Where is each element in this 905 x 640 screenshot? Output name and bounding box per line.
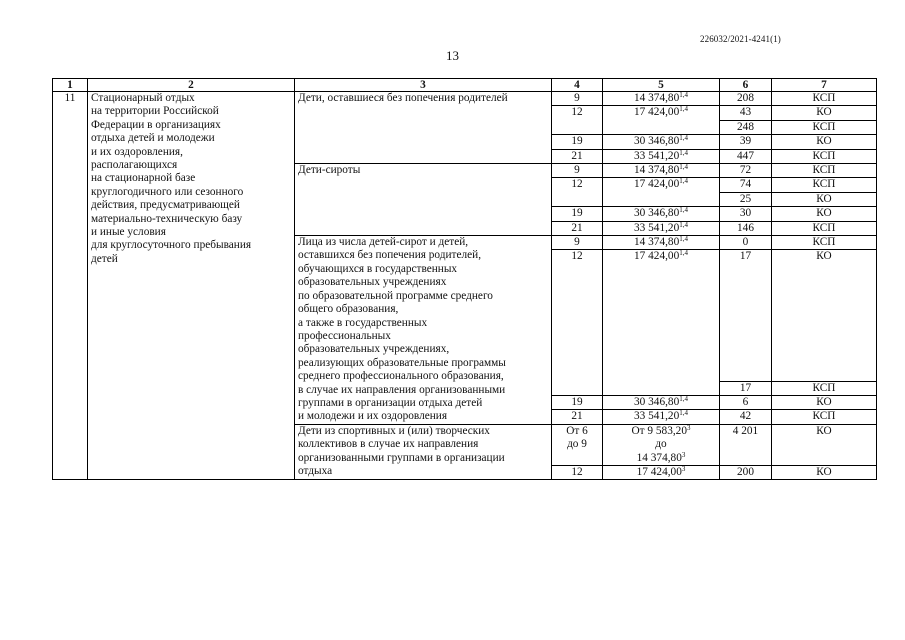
type-cell: КО bbox=[772, 135, 877, 149]
category-cell bbox=[295, 164, 552, 236]
age-value: 21 bbox=[571, 410, 583, 423]
header-cell: 2 bbox=[88, 79, 295, 92]
price-footnote: 3 bbox=[681, 450, 686, 459]
price-value: 33 541,20 bbox=[634, 410, 680, 423]
price-line bbox=[606, 425, 716, 438]
age-cell bbox=[552, 236, 603, 250]
type-cell: КСП bbox=[772, 92, 877, 106]
service-line: располагающихся bbox=[91, 159, 178, 172]
service-line: на территории Российской bbox=[91, 105, 219, 118]
type-cell: КСП bbox=[772, 164, 877, 178]
price-cell bbox=[603, 465, 720, 479]
category-line: группами в организации отдыха детей bbox=[298, 396, 483, 409]
service-line: материально-техническую базу bbox=[91, 212, 243, 225]
row-number: 11 bbox=[53, 92, 88, 480]
category-line: образовательных учреждениях bbox=[298, 276, 447, 289]
price-footnote: 3 bbox=[686, 423, 691, 432]
service-line: действия, предусматривающей bbox=[91, 199, 240, 212]
count-cell: 4 201 bbox=[720, 424, 772, 465]
age-value: 9 bbox=[574, 164, 580, 177]
age-cell bbox=[552, 395, 603, 409]
price-value: 17 424,00 bbox=[634, 250, 680, 263]
price-footnote: 1,4 bbox=[679, 409, 688, 418]
price-value: 17 424,00 bbox=[634, 106, 680, 119]
price-line bbox=[606, 438, 716, 451]
price-footnote: 1,4 bbox=[679, 163, 688, 172]
price-line bbox=[606, 452, 716, 465]
count-cell: 25 bbox=[720, 192, 772, 206]
category-line: образовательных учреждениях, bbox=[298, 343, 450, 356]
count-cell: 200 bbox=[720, 465, 772, 479]
age-cell bbox=[552, 207, 603, 221]
category-line: обучающихся в государственных bbox=[298, 262, 458, 275]
price-cell bbox=[603, 250, 720, 395]
count-cell: 146 bbox=[720, 221, 772, 235]
count-cell: 39 bbox=[720, 135, 772, 149]
type-cell: КО bbox=[772, 424, 877, 465]
price-footnote: 1,4 bbox=[679, 394, 688, 403]
category-line: Дети из спортивных и (или) творческих bbox=[298, 424, 490, 437]
count-cell: 30 bbox=[720, 207, 772, 221]
type-cell: КО bbox=[772, 250, 877, 381]
category-line: и молодежи и их оздоровления bbox=[298, 410, 448, 423]
category-line: общего образования, bbox=[298, 303, 399, 316]
age-value: 12 bbox=[571, 106, 583, 119]
service-line: и их оздоровления, bbox=[91, 145, 183, 158]
price-value: 33 541,20 bbox=[634, 221, 680, 234]
category-line: организованными группами в организации bbox=[298, 451, 505, 464]
category-line: Лица из числа детей-сирот и детей, bbox=[298, 236, 469, 249]
count-cell: 248 bbox=[720, 120, 772, 134]
type-cell: КО bbox=[772, 207, 877, 221]
type-cell: КСП bbox=[772, 178, 877, 192]
age-value: 21 bbox=[571, 149, 583, 162]
service-line: круглогодичного или сезонного bbox=[91, 185, 244, 198]
count-cell: 208 bbox=[720, 92, 772, 106]
type-cell: КО bbox=[772, 106, 877, 120]
price-value: 30 346,80 bbox=[634, 207, 680, 220]
category-line: Дети, оставшиеся без попечения родителей bbox=[298, 92, 508, 104]
category-cell bbox=[295, 424, 552, 480]
price-footnote: 1,4 bbox=[679, 235, 688, 244]
age-value: 12 bbox=[571, 250, 583, 263]
price-value: 17 424,00 bbox=[634, 178, 680, 191]
category-cell bbox=[295, 236, 552, 425]
category-line: а также в государственных bbox=[298, 316, 428, 329]
price-value: до bbox=[655, 438, 667, 451]
age-value: 19 bbox=[571, 207, 583, 220]
type-cell: КСП bbox=[772, 236, 877, 250]
age-cell bbox=[552, 92, 603, 106]
age-cell bbox=[552, 135, 603, 149]
price-footnote: 1,4 bbox=[679, 148, 688, 157]
price-cell bbox=[603, 106, 720, 135]
price-footnote: 3 bbox=[681, 464, 686, 473]
price-value: 17 424,00 bbox=[636, 465, 682, 478]
service-line: на стационарной базе bbox=[91, 172, 196, 185]
type-cell: КО bbox=[772, 192, 877, 206]
count-cell: 17 bbox=[720, 381, 772, 395]
table-row bbox=[53, 92, 877, 106]
count-cell: 17 bbox=[720, 250, 772, 381]
price-cell bbox=[603, 424, 720, 465]
count-cell: 72 bbox=[720, 164, 772, 178]
header-cell: 7 bbox=[772, 79, 877, 92]
price-cell bbox=[603, 207, 720, 221]
price-cell bbox=[603, 92, 720, 106]
category-line: среднего профессионального образования, bbox=[298, 370, 504, 383]
tariff-table bbox=[52, 78, 877, 480]
type-cell: КО bbox=[772, 395, 877, 409]
price-footnote: 1,4 bbox=[679, 134, 688, 143]
type-cell: КО bbox=[772, 465, 877, 479]
type-cell: КСП bbox=[772, 381, 877, 395]
header-row bbox=[53, 79, 877, 92]
price-value: От 9 583,20 bbox=[631, 424, 687, 437]
count-cell: 6 bbox=[720, 395, 772, 409]
category-line: коллективов в случае их направления bbox=[298, 438, 479, 451]
price-cell bbox=[603, 395, 720, 409]
price-cell bbox=[603, 149, 720, 163]
type-cell: КСП bbox=[772, 410, 877, 424]
header-cell: 6 bbox=[720, 79, 772, 92]
count-cell: 43 bbox=[720, 106, 772, 120]
age-value: 9 bbox=[574, 236, 580, 249]
count-cell: 447 bbox=[720, 149, 772, 163]
price-footnote: 1,4 bbox=[679, 177, 688, 186]
price-value: 14 374,80 bbox=[634, 236, 680, 249]
age-cell bbox=[552, 424, 603, 465]
category-line: Дети-сироты bbox=[298, 164, 361, 177]
count-cell: 74 bbox=[720, 178, 772, 192]
category-cell bbox=[295, 92, 552, 164]
header-cell: 4 bbox=[552, 79, 603, 92]
header-cell: 1 bbox=[53, 79, 88, 92]
page-number: 13 bbox=[446, 48, 459, 63]
age-cell bbox=[552, 149, 603, 163]
price-cell bbox=[603, 236, 720, 250]
age-value: 9 bbox=[574, 92, 580, 104]
price-footnote: 1,4 bbox=[679, 105, 688, 114]
age-cell bbox=[552, 106, 603, 135]
price-footnote: 1,4 bbox=[679, 249, 688, 258]
category-line: профессиональных bbox=[298, 329, 391, 342]
price-footnote: 1,4 bbox=[679, 206, 688, 215]
count-cell: 0 bbox=[720, 236, 772, 250]
header-cell: 5 bbox=[603, 79, 720, 92]
price-cell bbox=[603, 178, 720, 207]
category-line: в случае их направления организованными bbox=[298, 383, 506, 396]
age-cell bbox=[552, 221, 603, 235]
service-description bbox=[88, 92, 295, 480]
category-line: реализующих образовательные программы bbox=[298, 356, 506, 369]
age-value: 12 bbox=[571, 178, 583, 191]
price-value: 14 374,80 bbox=[636, 451, 682, 464]
category-line: оставшихся без попечения родителей, bbox=[298, 249, 482, 262]
service-line: Стационарный отдых bbox=[91, 92, 195, 104]
price-footnote: 1,4 bbox=[679, 220, 688, 229]
age-cell bbox=[552, 250, 603, 395]
price-cell bbox=[603, 164, 720, 178]
category-line: по образовательной программе среднего bbox=[298, 289, 493, 302]
service-line: отдыха детей и молодежи bbox=[91, 132, 215, 145]
service-line: детей bbox=[91, 252, 118, 265]
type-cell: КСП bbox=[772, 149, 877, 163]
price-value: 30 346,80 bbox=[634, 395, 680, 408]
age-value: 19 bbox=[571, 135, 583, 148]
price-value: 33 541,20 bbox=[634, 149, 680, 162]
age-cell bbox=[552, 178, 603, 207]
age-line: до 9 bbox=[567, 438, 587, 451]
service-line: для круглосуточного пребывания bbox=[91, 239, 252, 252]
price-cell bbox=[603, 410, 720, 424]
type-cell: КСП bbox=[772, 120, 877, 134]
age-line: От 6 bbox=[566, 424, 588, 437]
age-value: 12 bbox=[571, 465, 583, 478]
age-value: 19 bbox=[571, 395, 583, 408]
price-value: 14 374,80 bbox=[634, 164, 680, 177]
price-value: 14 374,80 bbox=[634, 92, 680, 104]
age-cell bbox=[552, 410, 603, 424]
count-cell: 42 bbox=[720, 410, 772, 424]
type-cell: КСП bbox=[772, 221, 877, 235]
service-line: и иные условия bbox=[91, 226, 166, 239]
price-cell bbox=[603, 221, 720, 235]
header-cell: 3 bbox=[295, 79, 552, 92]
price-value: 30 346,80 bbox=[634, 135, 680, 148]
price-footnote: 1,4 bbox=[679, 91, 688, 99]
price-cell bbox=[603, 135, 720, 149]
age-value: 21 bbox=[571, 221, 583, 234]
age-cell bbox=[552, 164, 603, 178]
service-line: Федерации в организациях bbox=[91, 118, 221, 131]
document-number: 226032/2021-4241(1) bbox=[700, 34, 781, 44]
category-line: отдыха bbox=[298, 464, 333, 477]
age-cell bbox=[552, 465, 603, 479]
